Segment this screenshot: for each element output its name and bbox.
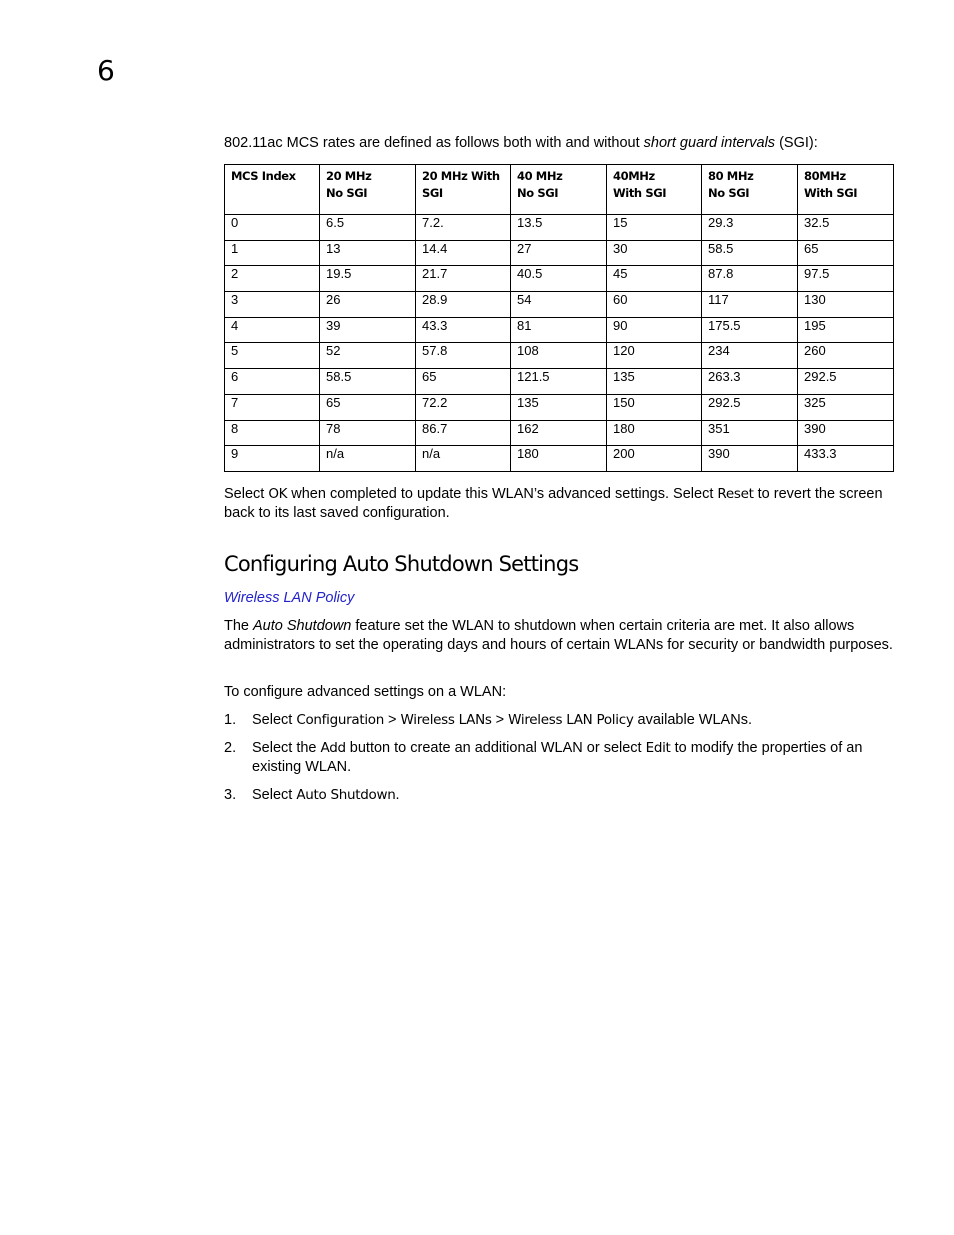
column-header	[702, 165, 798, 215]
mcs-rates-table	[224, 164, 894, 472]
table-cell: 26	[320, 292, 416, 318]
table-cell: 150	[607, 394, 702, 420]
table-cell: 72.2	[416, 394, 511, 420]
ok-button-reference: OK	[268, 486, 288, 502]
table-cell: 292.5	[798, 369, 894, 395]
table-row	[225, 446, 894, 472]
paragraph-text: Select	[224, 486, 269, 502]
table-cell: 390	[798, 420, 894, 446]
table-cell: 97.5	[798, 266, 894, 292]
table-cell: 65	[798, 240, 894, 266]
auto-shutdown-description	[224, 617, 894, 655]
table-cell: n/a	[320, 446, 416, 472]
table-cell: 120	[607, 343, 702, 369]
table-cell: 117	[702, 292, 798, 318]
column-header-line: 20 MHz	[326, 169, 372, 183]
table-row	[225, 343, 894, 369]
table-row	[225, 317, 894, 343]
table-cell: 3	[225, 292, 320, 318]
table-cell: 2	[225, 266, 320, 292]
table-cell: 45	[607, 266, 702, 292]
table-cell: 57.8	[416, 343, 511, 369]
table-row	[225, 420, 894, 446]
table-cell: 87.8	[702, 266, 798, 292]
column-header-line: MCS Index	[231, 169, 296, 183]
table-row	[225, 292, 894, 318]
wireless-lan-policy-link[interactable]: Wireless LAN Policy	[224, 590, 355, 606]
table-cell: 54	[511, 292, 607, 318]
table-cell: 90	[607, 317, 702, 343]
table-cell: 43.3	[416, 317, 511, 343]
table-cell: 6	[225, 369, 320, 395]
edit-button-reference: Edit	[645, 740, 671, 756]
table-cell: 65	[416, 369, 511, 395]
table-cell: 14.4	[416, 240, 511, 266]
table-row	[225, 215, 894, 241]
column-header	[320, 165, 416, 215]
step-number: 3.	[224, 787, 237, 803]
step-text-part: button to create an additional WLAN or select	[345, 740, 646, 756]
intro-text-end: (SGI):	[775, 135, 818, 151]
table-cell: 78	[320, 420, 416, 446]
column-header-line: 40 MHz	[517, 169, 563, 183]
column-header	[511, 165, 607, 215]
table-cell: 292.5	[702, 394, 798, 420]
table-cell: 135	[607, 369, 702, 395]
after-table-paragraph	[224, 485, 894, 523]
table-cell: 30	[607, 240, 702, 266]
procedure-lead: To configure advanced settings on a WLAN:	[224, 684, 507, 700]
table-cell: 4	[225, 317, 320, 343]
step-text	[252, 711, 894, 730]
table-cell: 263.3	[702, 369, 798, 395]
column-header-line: SGI	[422, 186, 443, 200]
table-header-row	[225, 165, 894, 215]
table-cell: 32.5	[798, 215, 894, 241]
table-cell: 8	[225, 420, 320, 446]
paragraph-text: feature set the WLAN to shutdown when certain criteria are met. It also allows administrators to set the operating days and hours of certain WLANs for security or bandwidth purposes.	[224, 618, 893, 653]
table-cell: 39	[320, 317, 416, 343]
table-cell: 7	[225, 394, 320, 420]
column-header-line: 80MHz	[804, 169, 846, 183]
intro-italic-term: short guard intervals	[643, 135, 776, 151]
table-cell: 52	[320, 343, 416, 369]
table-cell: 6.5	[320, 215, 416, 241]
table-cell: 13.5	[511, 215, 607, 241]
column-header	[607, 165, 702, 215]
table-cell: 28.9	[416, 292, 511, 318]
wireless-lans-menu-reference: Wireless LANs	[400, 712, 492, 728]
column-header-line: No SGI	[517, 186, 559, 200]
table-cell: 260	[798, 343, 894, 369]
step-number: 2.	[224, 740, 237, 756]
wireless-lan-policy-menu-reference: Wireless LAN Policy	[508, 712, 634, 728]
column-header	[225, 165, 320, 215]
table-cell: 81	[511, 317, 607, 343]
table-cell: 65	[320, 394, 416, 420]
step-number: 1.	[224, 712, 237, 728]
table-cell: 200	[607, 446, 702, 472]
column-header-line: No SGI	[708, 186, 750, 200]
table-row	[225, 240, 894, 266]
table-cell: 58.5	[320, 369, 416, 395]
paragraph-text: when completed to update this WLAN’s advanced settings. Select	[287, 486, 718, 502]
step-text-part: Select	[252, 712, 297, 728]
table-cell: 5	[225, 343, 320, 369]
chapter-number: 6	[97, 54, 115, 87]
table-cell: 40.5	[511, 266, 607, 292]
step-text-part: >	[491, 712, 509, 728]
table-cell: 1	[225, 240, 320, 266]
reset-button-reference: Reset	[717, 486, 754, 502]
configuration-menu-reference: Configuration	[296, 712, 384, 728]
table-cell: 15	[607, 215, 702, 241]
table-cell: 58.5	[702, 240, 798, 266]
auto-shutdown-tab-reference: Auto Shutdown	[296, 787, 396, 803]
table-cell: 0	[225, 215, 320, 241]
table-cell: 108	[511, 343, 607, 369]
table-row	[225, 266, 894, 292]
step-text-part: available WLANs.	[633, 712, 752, 728]
table-cell: 175.5	[702, 317, 798, 343]
table-cell: 19.5	[320, 266, 416, 292]
step-text	[252, 739, 894, 777]
table-cell: 433.3	[798, 446, 894, 472]
table-cell: 180	[607, 420, 702, 446]
table-cell: 162	[511, 420, 607, 446]
paragraph-text: to revert the screen back to its last saved configuration.	[224, 486, 883, 521]
step-text-part: .	[395, 787, 400, 803]
table-cell: 9	[225, 446, 320, 472]
step-text-part: Select	[252, 787, 297, 803]
table-body	[225, 215, 894, 472]
table-cell: 21.7	[416, 266, 511, 292]
table-cell: 27	[511, 240, 607, 266]
column-header-line: With SGI	[613, 186, 667, 200]
step-text-part: Select the	[252, 740, 321, 756]
intro-paragraph	[224, 134, 894, 153]
intro-text: 802.11ac MCS rates are defined as follows both with and without	[224, 135, 644, 151]
column-header-line: No SGI	[326, 186, 368, 200]
table-row	[225, 369, 894, 395]
step-text	[252, 786, 894, 805]
table-cell: 130	[798, 292, 894, 318]
table-cell: n/a	[416, 446, 511, 472]
table-cell: 135	[511, 394, 607, 420]
column-header	[798, 165, 894, 215]
table-cell: 121.5	[511, 369, 607, 395]
table-cell: 86.7	[416, 420, 511, 446]
column-header	[416, 165, 511, 215]
column-header-line: 20 MHz With	[422, 169, 500, 183]
column-header-line: 80 MHz	[708, 169, 754, 183]
step-text-part: to modify the properties of an existing WLAN.	[252, 740, 863, 775]
table-cell: 351	[702, 420, 798, 446]
table-cell: 29.3	[702, 215, 798, 241]
column-header-line: 40MHz	[613, 169, 655, 183]
table-row	[225, 394, 894, 420]
table-cell: 13	[320, 240, 416, 266]
table-cell: 234	[702, 343, 798, 369]
table-cell: 325	[798, 394, 894, 420]
table-cell: 7.2.	[416, 215, 511, 241]
table-cell: 180	[511, 446, 607, 472]
table-cell: 195	[798, 317, 894, 343]
paragraph-text: The	[224, 618, 254, 634]
column-header-line: With SGI	[804, 186, 858, 200]
table-cell: 390	[702, 446, 798, 472]
section-title: Configuring Auto Shutdown Settings	[224, 552, 579, 576]
add-button-reference: Add	[320, 740, 346, 756]
table-cell: 60	[607, 292, 702, 318]
step-text-part: >	[384, 712, 401, 728]
italic-term: Auto Shutdown	[253, 618, 352, 634]
